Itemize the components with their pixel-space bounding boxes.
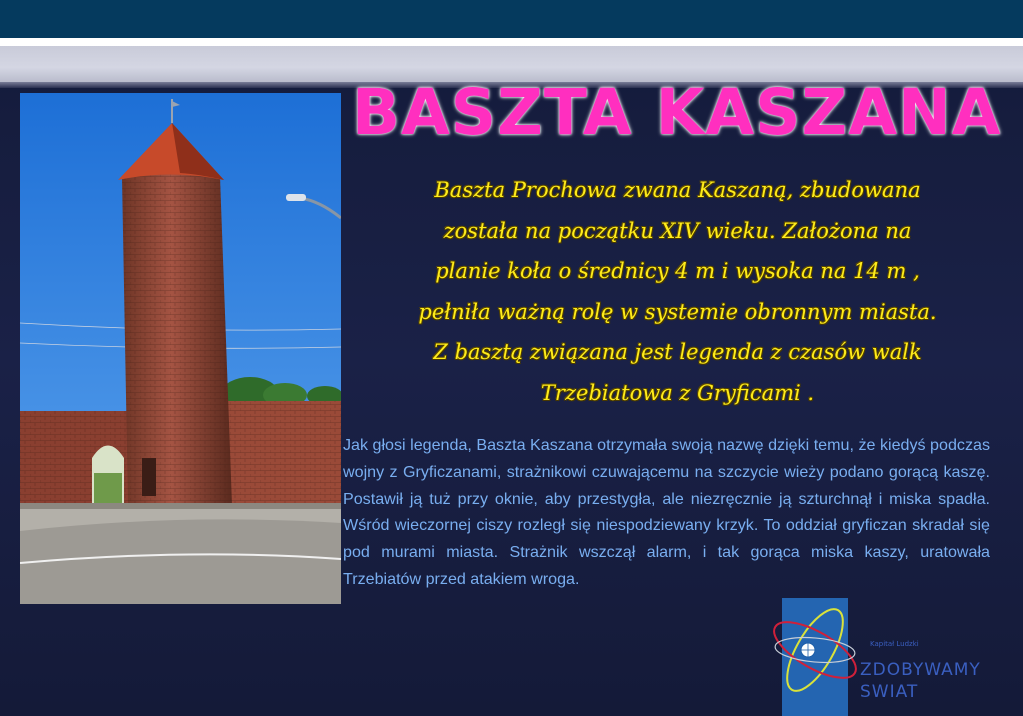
top-bar xyxy=(0,0,1023,38)
intro-line: Z basztą związana jest legenda z czasów walk xyxy=(433,340,922,364)
intro-line: Trzebiatowa z Gryficami . xyxy=(540,380,815,405)
logo-line-2: SWIAT xyxy=(860,682,919,702)
legend-paragraph: Jak głosi legenda, Baszta Kaszana otrzymała swoją nazwę dzięki temu, że kiedyś podczas wojny z Gryficzanami, strażnikowi czuwającemu na szczycie wieży podano gorącą kaszę. Postawił ją tuż przy oknie, aby przestygła, ale niezręcznie ją szturchnął i miska spadła. Wśród wieczornej ciszy rozległ się niespodziewany krzyk. To oddział gryficzan skradał się pod murami miasta. Strażnik wszczął alarm, i tak gorąca miska kaszy, uratowała Trzebiatów przed atakiem wroga. xyxy=(343,436,990,588)
tower-photo xyxy=(20,93,341,604)
logo-line-1: ZDOBYWAMY xyxy=(860,660,981,680)
intro-line: planie koła o średnicy 4 m i wysoka na 14 m , xyxy=(435,259,920,283)
intro-text xyxy=(350,170,1005,413)
intro-line: pełniła ważną rolę w systemie obronnym miasta. xyxy=(418,299,937,324)
logo-small-text: Kapitał Ludzki xyxy=(870,640,919,648)
top-white-stripe xyxy=(0,38,1023,46)
intro-line: Baszta Prochowa zwana Kaszaną, zbudowana xyxy=(434,178,921,202)
slide-title: BASZTA KASZANA xyxy=(352,76,1002,149)
intro-line: została na początku XIV wieku. Założona na xyxy=(443,218,912,243)
